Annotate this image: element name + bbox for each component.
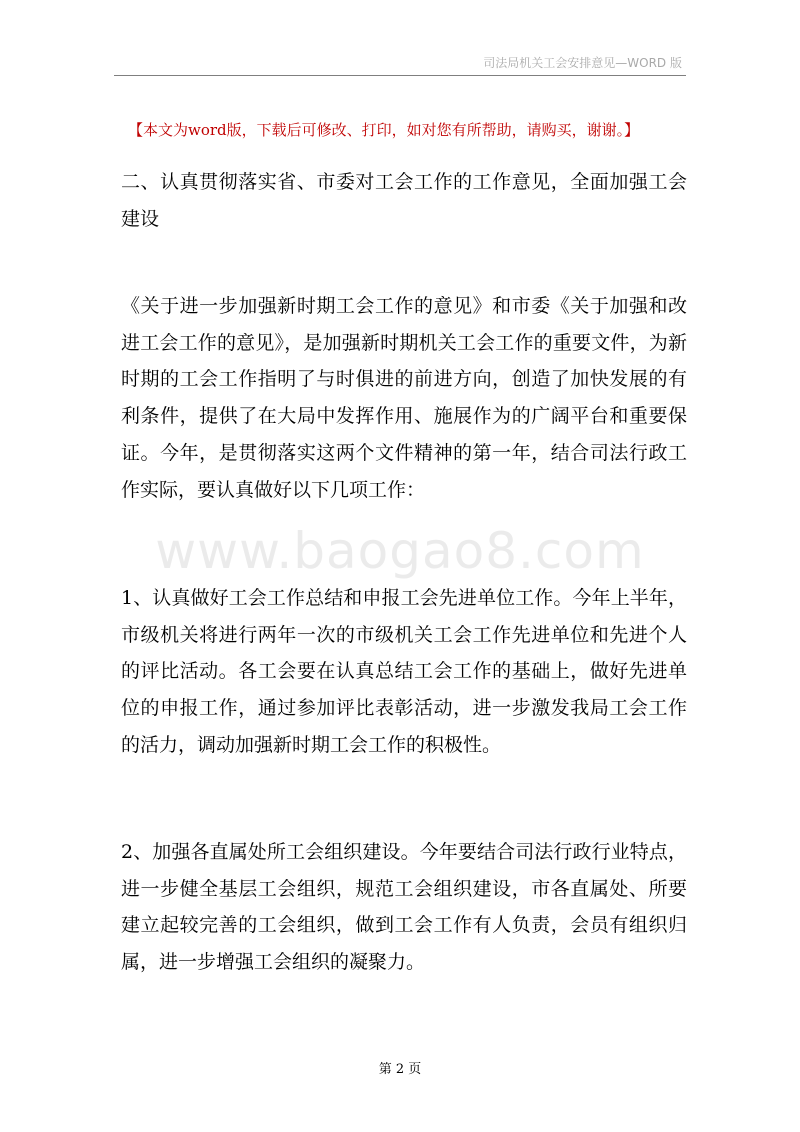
header-divider	[114, 75, 686, 76]
section-heading: 二、认真贯彻落实省、市委对工会工作的工作意见，全面加强工会建设	[121, 171, 687, 230]
paragraph-item-2: 2、加强各直属处所工会组织建设。今年要结合司法行政行业特点，进一步健全基层工会组织，规范工会组织建设，市各直属处、所要建立起较完善的工会组织，做到工会工作有人负责，会员有组织归属，进一步增强工会组织的凝聚力。	[121, 841, 687, 974]
running-header-title: 司法局机关工会安排意见—WORD 版	[483, 56, 682, 70]
site-watermark: www.baogao8.com	[155, 522, 645, 580]
paragraph-item-1: 1、认真做好工会工作总结和申报工会先进单位工作。今年上半年，市级机关将进行两年一次的市级机关工会工作先进单位和先进个人的评比活动。各工会要在认真总结工会工作的基础上，做好先进单位的申报工作，通过参加评比表彰活动，进一步激发我局工会工作的活力，调动加强新时期工会工作的积极性。	[121, 587, 687, 756]
page-number: 第 2 页	[378, 1062, 422, 1077]
paragraph-intro: 《关于进一步加强新时期工会工作的意见》和市委《关于加强和改进工会工作的意见》，是加强新时期机关工会工作的重要文件，为新时期的工会工作指明了与时俱进的前进方向，创造了加快发展的有利条件，提供了在大局中发挥作用、施展作为的广阔平台和重要保证。今年，是贯彻落实这两个文件精神的第一年，结合司法行政工作实际，要认真做好以下几项工作：	[121, 295, 687, 501]
purchase-notice: 【本文为word版，下载后可修改、打印，如对您有所帮助，请购买，谢谢。】	[128, 121, 640, 139]
